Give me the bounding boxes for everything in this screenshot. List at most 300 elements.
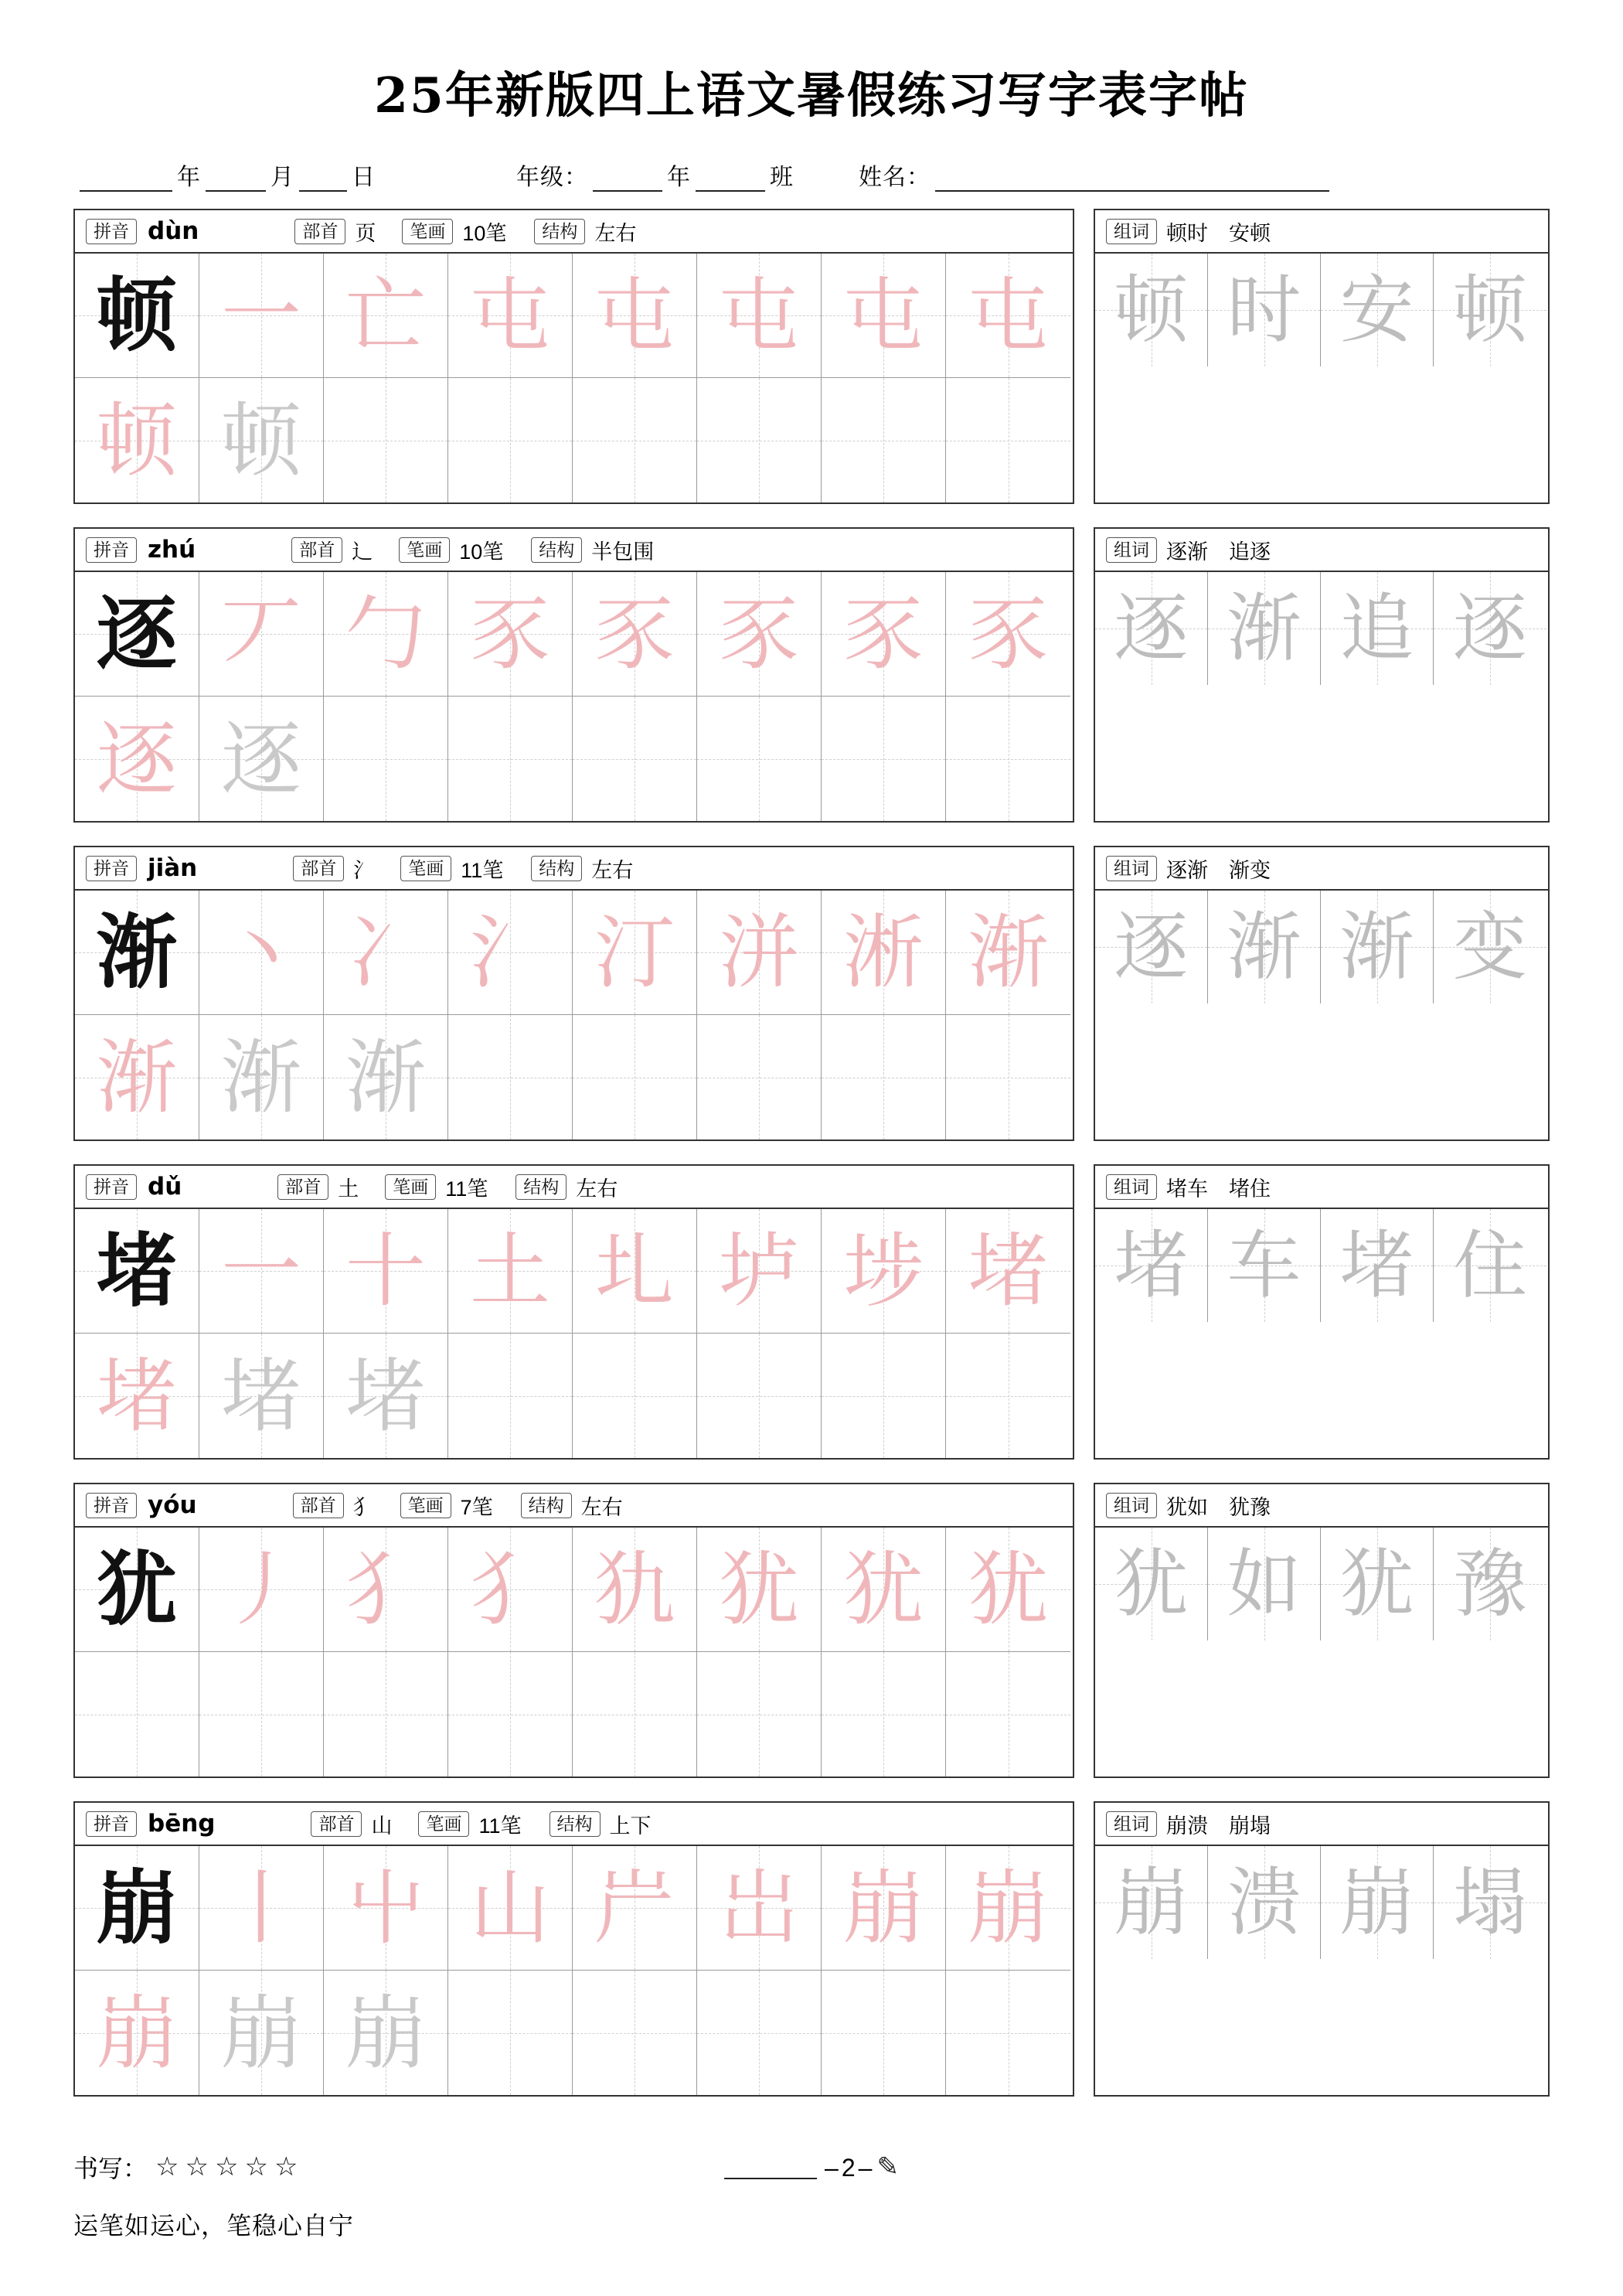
name-field <box>854 158 1329 192</box>
practice-block <box>73 1801 1074 2097</box>
words-block <box>1094 846 1550 1141</box>
words-block <box>1094 209 1550 504</box>
strokes-value: 11笔 <box>461 858 504 882</box>
word-character-cell[interactable] <box>1208 1209 1321 1322</box>
tracing-cell[interactable] <box>697 1334 822 1458</box>
word-character-cell[interactable] <box>1321 572 1434 685</box>
page-title: 25年新版四上语文暑假练习写字表字帖 <box>374 66 1249 124</box>
tracing-cell[interactable] <box>822 1971 946 2095</box>
cell-glyph: 洴 <box>718 905 799 1000</box>
words-tag: 组词 <box>1106 1174 1157 1200</box>
strokes-tag: 笔画 <box>399 537 450 563</box>
tracing-cell[interactable] <box>324 1971 448 2095</box>
cell-glyph <box>946 697 1070 821</box>
strokes-tag: 笔画 <box>385 1174 436 1200</box>
stroke-step-cell[interactable] <box>822 254 946 378</box>
words-grid <box>1095 254 1548 366</box>
stroke-step-cell[interactable] <box>324 1209 448 1334</box>
words-tag: 组词 <box>1106 219 1157 244</box>
tracing-cell[interactable] <box>324 378 448 502</box>
tracing-cell[interactable] <box>573 378 697 502</box>
tracing-cell[interactable] <box>324 697 448 821</box>
tracing-cell[interactable] <box>573 1652 697 1777</box>
word-character-cell[interactable] <box>1095 1528 1208 1640</box>
cell-glyph: 溃 <box>1227 1859 1301 1946</box>
stroke-step-cell[interactable] <box>199 1528 324 1652</box>
stroke-step-cell[interactable] <box>946 891 1070 1015</box>
cell-glyph <box>573 378 696 502</box>
stroke-step-cell[interactable] <box>448 1846 573 1971</box>
tracing-cell[interactable] <box>324 1334 448 1458</box>
words-grid <box>1095 1846 1548 1959</box>
word-character-cell[interactable] <box>1095 1846 1208 1959</box>
word-character-cell[interactable] <box>1208 1846 1321 1959</box>
stroke-step-cell[interactable] <box>324 891 448 1015</box>
cell-glyph: 渐 <box>1227 585 1301 672</box>
tracing-cell[interactable] <box>946 378 1070 502</box>
rating-stars[interactable]: ☆☆☆☆☆ <box>155 2152 305 2182</box>
cell-glyph: 屯 <box>469 268 550 363</box>
word-character-cell[interactable] <box>1434 891 1546 1003</box>
strokes-value: 11笔 <box>445 1177 488 1201</box>
cell-glyph: 汀 <box>594 905 675 1000</box>
cell-glyph: 屵 <box>594 1861 675 1955</box>
model-character-cell[interactable] <box>75 1209 199 1334</box>
tracing-cell[interactable] <box>75 1015 199 1139</box>
stroke-step-cell[interactable] <box>697 572 822 697</box>
structure-value: 上下 <box>609 1814 652 1838</box>
cell-glyph <box>946 1015 1070 1139</box>
strokes-value: 11笔 <box>478 1814 522 1838</box>
stroke-step-cell[interactable] <box>573 1209 697 1334</box>
stroke-step-cell[interactable] <box>697 254 822 378</box>
cell-glyph: 顿 <box>220 393 301 488</box>
stroke-step-cell[interactable] <box>822 572 946 697</box>
words-meta <box>1095 529 1548 572</box>
word-character-cell[interactable] <box>1321 254 1434 366</box>
word-character-cell[interactable] <box>1208 572 1321 685</box>
radical-tag: 部首 <box>293 856 344 881</box>
cell-glyph <box>324 1652 447 1777</box>
word-character-cell[interactable] <box>1095 572 1208 685</box>
cell-glyph <box>324 378 447 502</box>
name-label: 姓名： <box>859 165 931 190</box>
stroke-step-cell[interactable] <box>946 254 1070 378</box>
tracing-cell[interactable] <box>448 697 573 821</box>
cell-glyph: 豫 <box>1453 1541 1527 1627</box>
cell-glyph: 崩 <box>968 1861 1049 1955</box>
date-month-blank[interactable] <box>206 167 266 192</box>
cell-glyph: 渐 <box>345 1030 426 1125</box>
cell-glyph: 土 <box>469 1224 550 1318</box>
cell-glyph: 岀 <box>718 1861 799 1955</box>
cell-glyph <box>822 1652 945 1777</box>
pinyin-value: yóu <box>148 1491 197 1519</box>
structure-value: 左右 <box>594 221 637 245</box>
page-number-group <box>724 2151 899 2182</box>
word-character-cell[interactable] <box>1095 254 1208 366</box>
words-grid <box>1095 572 1548 685</box>
page-dash-right: – <box>858 2154 873 2182</box>
practice-block <box>73 846 1074 1141</box>
cell-glyph: 豕 <box>469 587 550 681</box>
radical-tag: 部首 <box>294 219 345 244</box>
tracing-cell[interactable] <box>324 1652 448 1777</box>
cell-glyph: 崩 <box>96 1985 177 2080</box>
tracing-cell[interactable] <box>573 1971 697 2095</box>
strokes-value: 7笔 <box>460 1495 493 1519</box>
cell-glyph: 崩 <box>345 1985 426 2080</box>
character-meta <box>75 847 1073 891</box>
cell-glyph <box>448 1334 572 1458</box>
tracing-cell[interactable] <box>448 1015 573 1139</box>
tracing-cell[interactable] <box>822 1652 946 1777</box>
stroke-step-cell[interactable] <box>199 572 324 697</box>
words-meta <box>1095 1484 1548 1528</box>
cell-glyph: 犭 <box>469 1542 550 1637</box>
stroke-step-cell[interactable] <box>573 1528 697 1652</box>
cell-glyph <box>573 1652 696 1777</box>
strokes-tag: 笔画 <box>400 1493 451 1518</box>
cell-glyph: 顿 <box>96 267 177 363</box>
cell-glyph: 如 <box>1227 1541 1301 1627</box>
words-grid <box>1095 891 1548 1003</box>
tracing-cell[interactable] <box>946 697 1070 821</box>
cell-glyph: 屯 <box>842 268 924 363</box>
pinyin-value: jiàn <box>148 854 198 882</box>
words-grid <box>1095 1528 1548 1640</box>
cell-glyph <box>946 378 1070 502</box>
word-character-cell[interactable] <box>1208 254 1321 366</box>
cell-glyph: 屯 <box>594 268 675 363</box>
stroke-step-cell[interactable] <box>199 891 324 1015</box>
structure-tag: 结构 <box>534 219 585 244</box>
tracing-cell[interactable] <box>199 1971 324 2095</box>
cell-glyph: 犹 <box>718 1542 799 1637</box>
radical-tag: 部首 <box>311 1811 362 1837</box>
page-dash-left: – <box>825 2154 839 2182</box>
words-meta <box>1095 1166 1548 1209</box>
cell-glyph: 丨 <box>220 1861 301 1955</box>
radical-tag: 部首 <box>293 1493 344 1518</box>
tracing-cell[interactable] <box>822 1334 946 1458</box>
cell-glyph: 渐 <box>1227 904 1301 990</box>
cell-glyph <box>822 697 945 821</box>
cell-glyph: 住 <box>1453 1222 1527 1309</box>
cell-glyph: 渐 <box>1339 904 1414 990</box>
tracing-cell[interactable] <box>324 1015 448 1139</box>
cell-glyph: 崩 <box>842 1861 924 1955</box>
grade-unit-label: 年 <box>667 165 691 190</box>
word-character-cell[interactable] <box>1321 1209 1434 1322</box>
words-block <box>1094 1483 1550 1778</box>
tracing-cell[interactable] <box>448 378 573 502</box>
cell-glyph <box>697 697 821 821</box>
practice-grid <box>75 891 1073 1139</box>
character-meta <box>75 1166 1073 1209</box>
stroke-step-cell[interactable] <box>822 891 946 1015</box>
stroke-step-cell[interactable] <box>697 891 822 1015</box>
grade-fields <box>512 158 798 192</box>
tracing-cell[interactable] <box>573 1334 697 1458</box>
tracing-cell[interactable] <box>822 697 946 821</box>
stroke-step-cell[interactable] <box>946 1846 1070 1971</box>
stroke-step-cell[interactable] <box>448 254 573 378</box>
stroke-step-cell[interactable] <box>822 1846 946 1971</box>
cell-glyph <box>75 1652 199 1777</box>
cell-glyph: 堵 <box>968 1224 1049 1318</box>
character-row <box>73 1483 1550 1778</box>
cell-glyph: 崩 <box>1114 1859 1189 1946</box>
cell-glyph: 一 <box>220 268 301 363</box>
tracing-cell[interactable] <box>697 1652 822 1777</box>
tracing-cell[interactable] <box>822 1015 946 1139</box>
name-blank[interactable] <box>935 167 1329 192</box>
word-character-cell[interactable] <box>1095 1209 1208 1322</box>
class-blank[interactable] <box>696 167 765 192</box>
cell-glyph: 豕 <box>594 587 675 681</box>
tracing-cell[interactable] <box>697 1015 822 1139</box>
cell-glyph: 埗 <box>842 1224 924 1318</box>
character-row <box>73 1801 1550 2097</box>
words-value: 堵车 堵住 <box>1166 1177 1271 1201</box>
cell-glyph: 犹 <box>842 1542 924 1637</box>
stroke-step-cell[interactable] <box>573 572 697 697</box>
cell-glyph: 堵 <box>96 1223 177 1318</box>
tracing-cell[interactable] <box>75 378 199 502</box>
word-character-cell[interactable] <box>1208 891 1321 1003</box>
words-grid <box>1095 1209 1548 1322</box>
cell-glyph: 丿 <box>220 1542 301 1637</box>
cell-glyph <box>822 1015 945 1139</box>
character-row <box>73 527 1550 823</box>
stroke-step-cell[interactable] <box>697 1528 822 1652</box>
stroke-step-cell[interactable] <box>573 1846 697 1971</box>
cell-glyph: 山 <box>469 1861 550 1955</box>
words-tag: 组词 <box>1106 537 1157 563</box>
radical-value: 页 <box>355 221 376 245</box>
tracing-cell[interactable] <box>573 1015 697 1139</box>
words-value: 犹如 犹豫 <box>1166 1495 1271 1519</box>
cell-glyph: 犹 <box>968 1542 1049 1637</box>
stroke-step-cell[interactable] <box>324 254 448 378</box>
structure-value: 左右 <box>580 1495 623 1519</box>
model-character-cell[interactable] <box>75 1846 199 1971</box>
model-character-cell[interactable] <box>75 572 199 697</box>
tracing-cell[interactable] <box>448 1652 573 1777</box>
stroke-step-cell[interactable] <box>946 1209 1070 1334</box>
date-fields <box>80 158 380 192</box>
practice-grid <box>75 1528 1073 1777</box>
structure-value: 左右 <box>591 858 634 882</box>
strokes-value: 10笔 <box>462 221 507 245</box>
cell-glyph <box>573 1015 696 1139</box>
word-character-cell[interactable] <box>1095 891 1208 1003</box>
tracing-cell[interactable] <box>697 697 822 821</box>
tracing-cell[interactable] <box>946 1652 1070 1777</box>
grade-label: 年级： <box>516 165 588 190</box>
stroke-step-cell[interactable] <box>448 572 573 697</box>
words-tag: 组词 <box>1106 1811 1157 1837</box>
tracing-cell[interactable] <box>946 1015 1070 1139</box>
cell-glyph: 时 <box>1227 267 1301 353</box>
practice-block <box>73 1483 1074 1778</box>
tracing-cell[interactable] <box>946 1971 1070 2095</box>
tracing-cell[interactable] <box>199 1652 324 1777</box>
word-character-cell[interactable] <box>1434 1846 1546 1959</box>
practice-block <box>73 1164 1074 1460</box>
word-character-cell[interactable] <box>1434 254 1546 366</box>
date-day-blank[interactable] <box>299 167 347 192</box>
cell-glyph <box>324 697 447 821</box>
stroke-step-cell[interactable] <box>946 572 1070 697</box>
cell-glyph <box>697 1971 821 2095</box>
structure-tag: 结构 <box>550 1811 601 1837</box>
pinyin-tag: 拼音 <box>86 1811 137 1837</box>
words-meta <box>1095 210 1548 254</box>
cell-glyph: 堵 <box>96 1348 177 1443</box>
stroke-step-cell[interactable] <box>324 1528 448 1652</box>
tracing-cell[interactable] <box>822 378 946 502</box>
cell-glyph: 淅 <box>842 905 924 1000</box>
page-number: 2 <box>841 2154 856 2182</box>
cell-glyph <box>946 1652 1070 1777</box>
practice-block <box>73 209 1074 504</box>
stroke-step-cell[interactable] <box>946 1528 1070 1652</box>
practice-block <box>73 527 1074 823</box>
tracing-cell[interactable] <box>199 1015 324 1139</box>
practice-grid <box>75 1209 1073 1458</box>
stroke-step-cell[interactable] <box>199 1209 324 1334</box>
stroke-step-cell[interactable] <box>573 891 697 1015</box>
tracing-cell[interactable] <box>697 378 822 502</box>
tracing-cell[interactable] <box>448 1334 573 1458</box>
pinyin-value: bēng <box>148 1810 216 1838</box>
stroke-step-cell[interactable] <box>822 1528 946 1652</box>
cell-glyph <box>946 1971 1070 2095</box>
word-character-cell[interactable] <box>1321 1528 1434 1640</box>
cell-glyph <box>697 1334 821 1458</box>
cell-glyph: 逐 <box>96 711 177 806</box>
word-character-cell[interactable] <box>1434 1209 1546 1322</box>
cell-glyph <box>697 1015 821 1139</box>
cell-glyph: 安 <box>1339 267 1414 353</box>
cell-glyph: 堵 <box>345 1348 426 1443</box>
cell-glyph: 顿 <box>1453 267 1527 353</box>
word-character-cell[interactable] <box>1321 891 1434 1003</box>
cell-glyph: 逐 <box>1114 585 1189 672</box>
tracing-cell[interactable] <box>573 697 697 821</box>
words-block <box>1094 1164 1550 1460</box>
cell-glyph: 屯 <box>968 268 1049 363</box>
stroke-step-cell[interactable] <box>199 1846 324 1971</box>
grade-blank[interactable] <box>593 167 662 192</box>
cell-glyph: 逐 <box>1114 904 1189 990</box>
cell-glyph: 亡 <box>345 268 426 363</box>
stroke-step-cell[interactable] <box>199 254 324 378</box>
tracing-cell[interactable] <box>697 1971 822 2095</box>
radical-value: 犭 <box>352 1495 374 1519</box>
stroke-step-cell[interactable] <box>448 1209 573 1334</box>
stroke-step-cell[interactable] <box>448 891 573 1015</box>
date-year-blank[interactable] <box>80 167 172 192</box>
words-value: 逐渐 渐变 <box>1166 858 1271 882</box>
info-line <box>73 144 1550 209</box>
tracing-cell[interactable] <box>199 378 324 502</box>
tracing-cell[interactable] <box>199 697 324 821</box>
stroke-step-cell[interactable] <box>324 1846 448 1971</box>
radical-value: 氵 <box>353 858 375 882</box>
radical-tag: 部首 <box>277 1174 328 1200</box>
tracing-cell[interactable] <box>199 1334 324 1458</box>
tracing-cell[interactable] <box>75 697 199 821</box>
cell-glyph: 渐 <box>96 1030 177 1125</box>
date-day-label: 日 <box>352 165 376 190</box>
cell-glyph: 豕 <box>842 587 924 681</box>
radical-tag: 部首 <box>291 537 342 563</box>
stroke-step-cell[interactable] <box>573 254 697 378</box>
cell-glyph: 堵 <box>1114 1222 1189 1309</box>
date-year-label: 年 <box>177 165 201 190</box>
character-meta <box>75 1484 1073 1528</box>
tracing-cell[interactable] <box>946 1334 1070 1458</box>
cell-glyph: 犭 <box>345 1542 426 1637</box>
tracing-cell[interactable] <box>75 1971 199 2095</box>
radical-value: 土 <box>338 1177 359 1201</box>
tracing-cell[interactable] <box>448 1971 573 2095</box>
tracing-cell[interactable] <box>75 1334 199 1458</box>
word-character-cell[interactable] <box>1208 1528 1321 1640</box>
word-character-cell[interactable] <box>1434 572 1546 685</box>
page-number-line <box>724 2176 817 2179</box>
cell-glyph <box>573 1334 696 1458</box>
word-character-cell[interactable] <box>1321 1846 1434 1959</box>
practice-grid <box>75 1846 1073 2095</box>
stroke-step-cell[interactable] <box>448 1528 573 1652</box>
cell-glyph: 变 <box>1453 904 1527 990</box>
cell-glyph: 屯 <box>718 268 799 363</box>
stroke-step-cell[interactable] <box>697 1209 822 1334</box>
cell-glyph: 车 <box>1227 1222 1301 1309</box>
stroke-step-cell[interactable] <box>822 1209 946 1334</box>
model-character-cell[interactable] <box>75 254 199 378</box>
cell-glyph <box>448 1971 572 2095</box>
character-rows <box>73 209 1550 2097</box>
cell-glyph: 屮 <box>345 1861 426 1955</box>
motto-text: 运笔如运心，笔稳心自宁 <box>73 2212 355 2240</box>
cell-glyph: 逐 <box>220 711 301 806</box>
cell-glyph: 犰 <box>594 1542 675 1637</box>
cell-glyph: 犹 <box>1339 1541 1414 1627</box>
structure-tag: 结构 <box>521 1493 572 1518</box>
model-character-cell[interactable] <box>75 891 199 1015</box>
cell-glyph <box>822 1334 945 1458</box>
cell-glyph: 顿 <box>1114 267 1189 353</box>
cell-glyph <box>573 697 696 821</box>
strokes-tag: 笔画 <box>402 219 453 244</box>
stroke-step-cell[interactable] <box>697 1846 822 1971</box>
character-meta <box>75 1803 1073 1846</box>
radical-value: 辶 <box>352 540 373 564</box>
cell-glyph <box>573 1971 696 2095</box>
cell-glyph: 崩 <box>1339 1859 1414 1946</box>
words-meta <box>1095 1803 1548 1846</box>
cell-glyph: 逐 <box>96 586 177 681</box>
model-character-cell[interactable] <box>75 1528 199 1652</box>
stroke-step-cell[interactable] <box>324 572 448 697</box>
word-character-cell[interactable] <box>1434 1528 1546 1640</box>
tracing-cell[interactable] <box>75 1652 199 1777</box>
